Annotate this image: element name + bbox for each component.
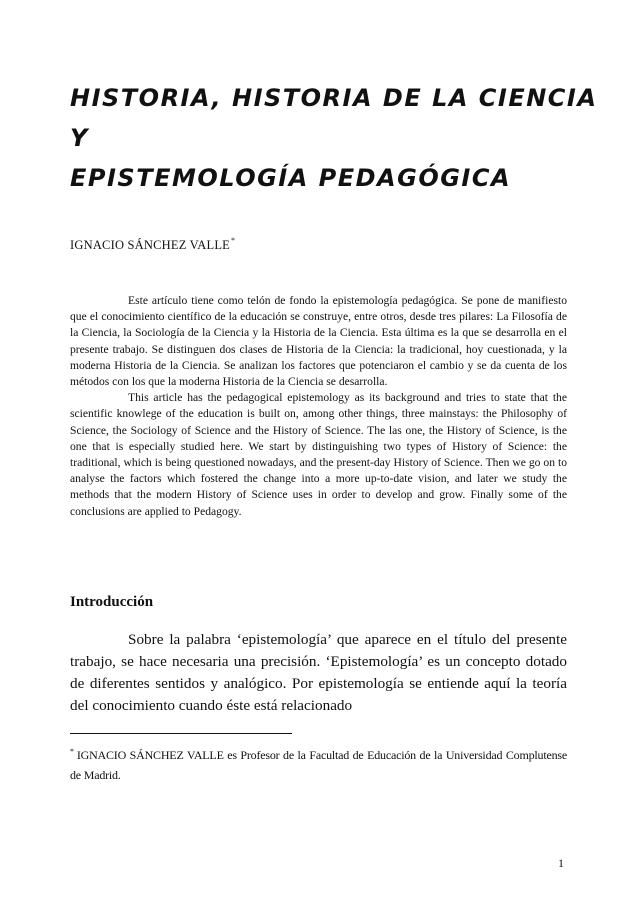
abstract-spanish: Este artículo tiene como telón de fondo la epistemología pedagógica. Se pone de manifiesto que el conocimiento científico de la educación se construye, entre otros, desde tres pilares: La Filosofía de la Ciencia, la Sociología de la Ciencia y la Historia de la Ciencia. Esta última es la que se desarrolla en el presente trabajo. Se distinguen dos clases de Historia de la Ciencia: la tradicional, hoy cuestionada, y la moderna Historia de la Ciencia. Se analizan los factores que potenciaron el cambio y se da cuenta de los métodos con los que la moderna Historia de la Ciencia se desarrolla. xyxy=(70,294,567,389)
abstract-english: This article has the pedagogical epistemology as its background and tries to state that the scientific knowlege of the education is built on, among other things, three mainstays: the Philosophy of Science, the Sociology of Science and the History of Science. The las one, the History of Science, is the one that is especially studied here. We start by distinguishing two types of History of Science: the traditional, which is being questioned nowadays, and the present-day History of Science. Then we go on to analyse the factors which fostered the change into a more up-to-date vision, and later we study the methods that the modern History of Science uses in order to develop and grow. Finally some of the conclusions are applied to Pedagogy. xyxy=(70,391,567,518)
section-heading: Introducción xyxy=(70,594,154,610)
title-line-2: Y xyxy=(70,124,89,152)
title-line-1: HISTORIA, HISTORIA DE LA CIENCIA xyxy=(70,84,598,112)
body-text xyxy=(70,629,567,717)
intro-paragraph: Sobre la palabra ‘epistemología’ que aparece en el título del presente trabajo, se hace necesaria una precisión. ‘Epistemología’ es un concepto dotado de diferentes sentidos y analógico. Por epistemología se entiende aquí la teoría del conocimiento cuando éste está relacionado xyxy=(70,631,567,714)
page-number: 1 xyxy=(558,856,564,870)
title-line-3: EPISTEMOLOGÍA PEDAGÓGICA xyxy=(70,164,512,192)
footnote-rule xyxy=(70,733,292,734)
footnote-mark: * xyxy=(70,747,74,756)
author-footnote-mark: * xyxy=(231,236,236,245)
abstract xyxy=(70,293,567,520)
footnote-text: IGNACIO SÁNCHEZ VALLE es Profesor de la Facultad de Educación de la Universidad Complutense de Madrid. xyxy=(70,748,567,782)
author-line xyxy=(70,236,235,253)
author-name: IGNACIO SÁNCHEZ VALLE xyxy=(70,238,230,252)
footnote xyxy=(70,742,567,785)
paper-title xyxy=(70,78,598,198)
